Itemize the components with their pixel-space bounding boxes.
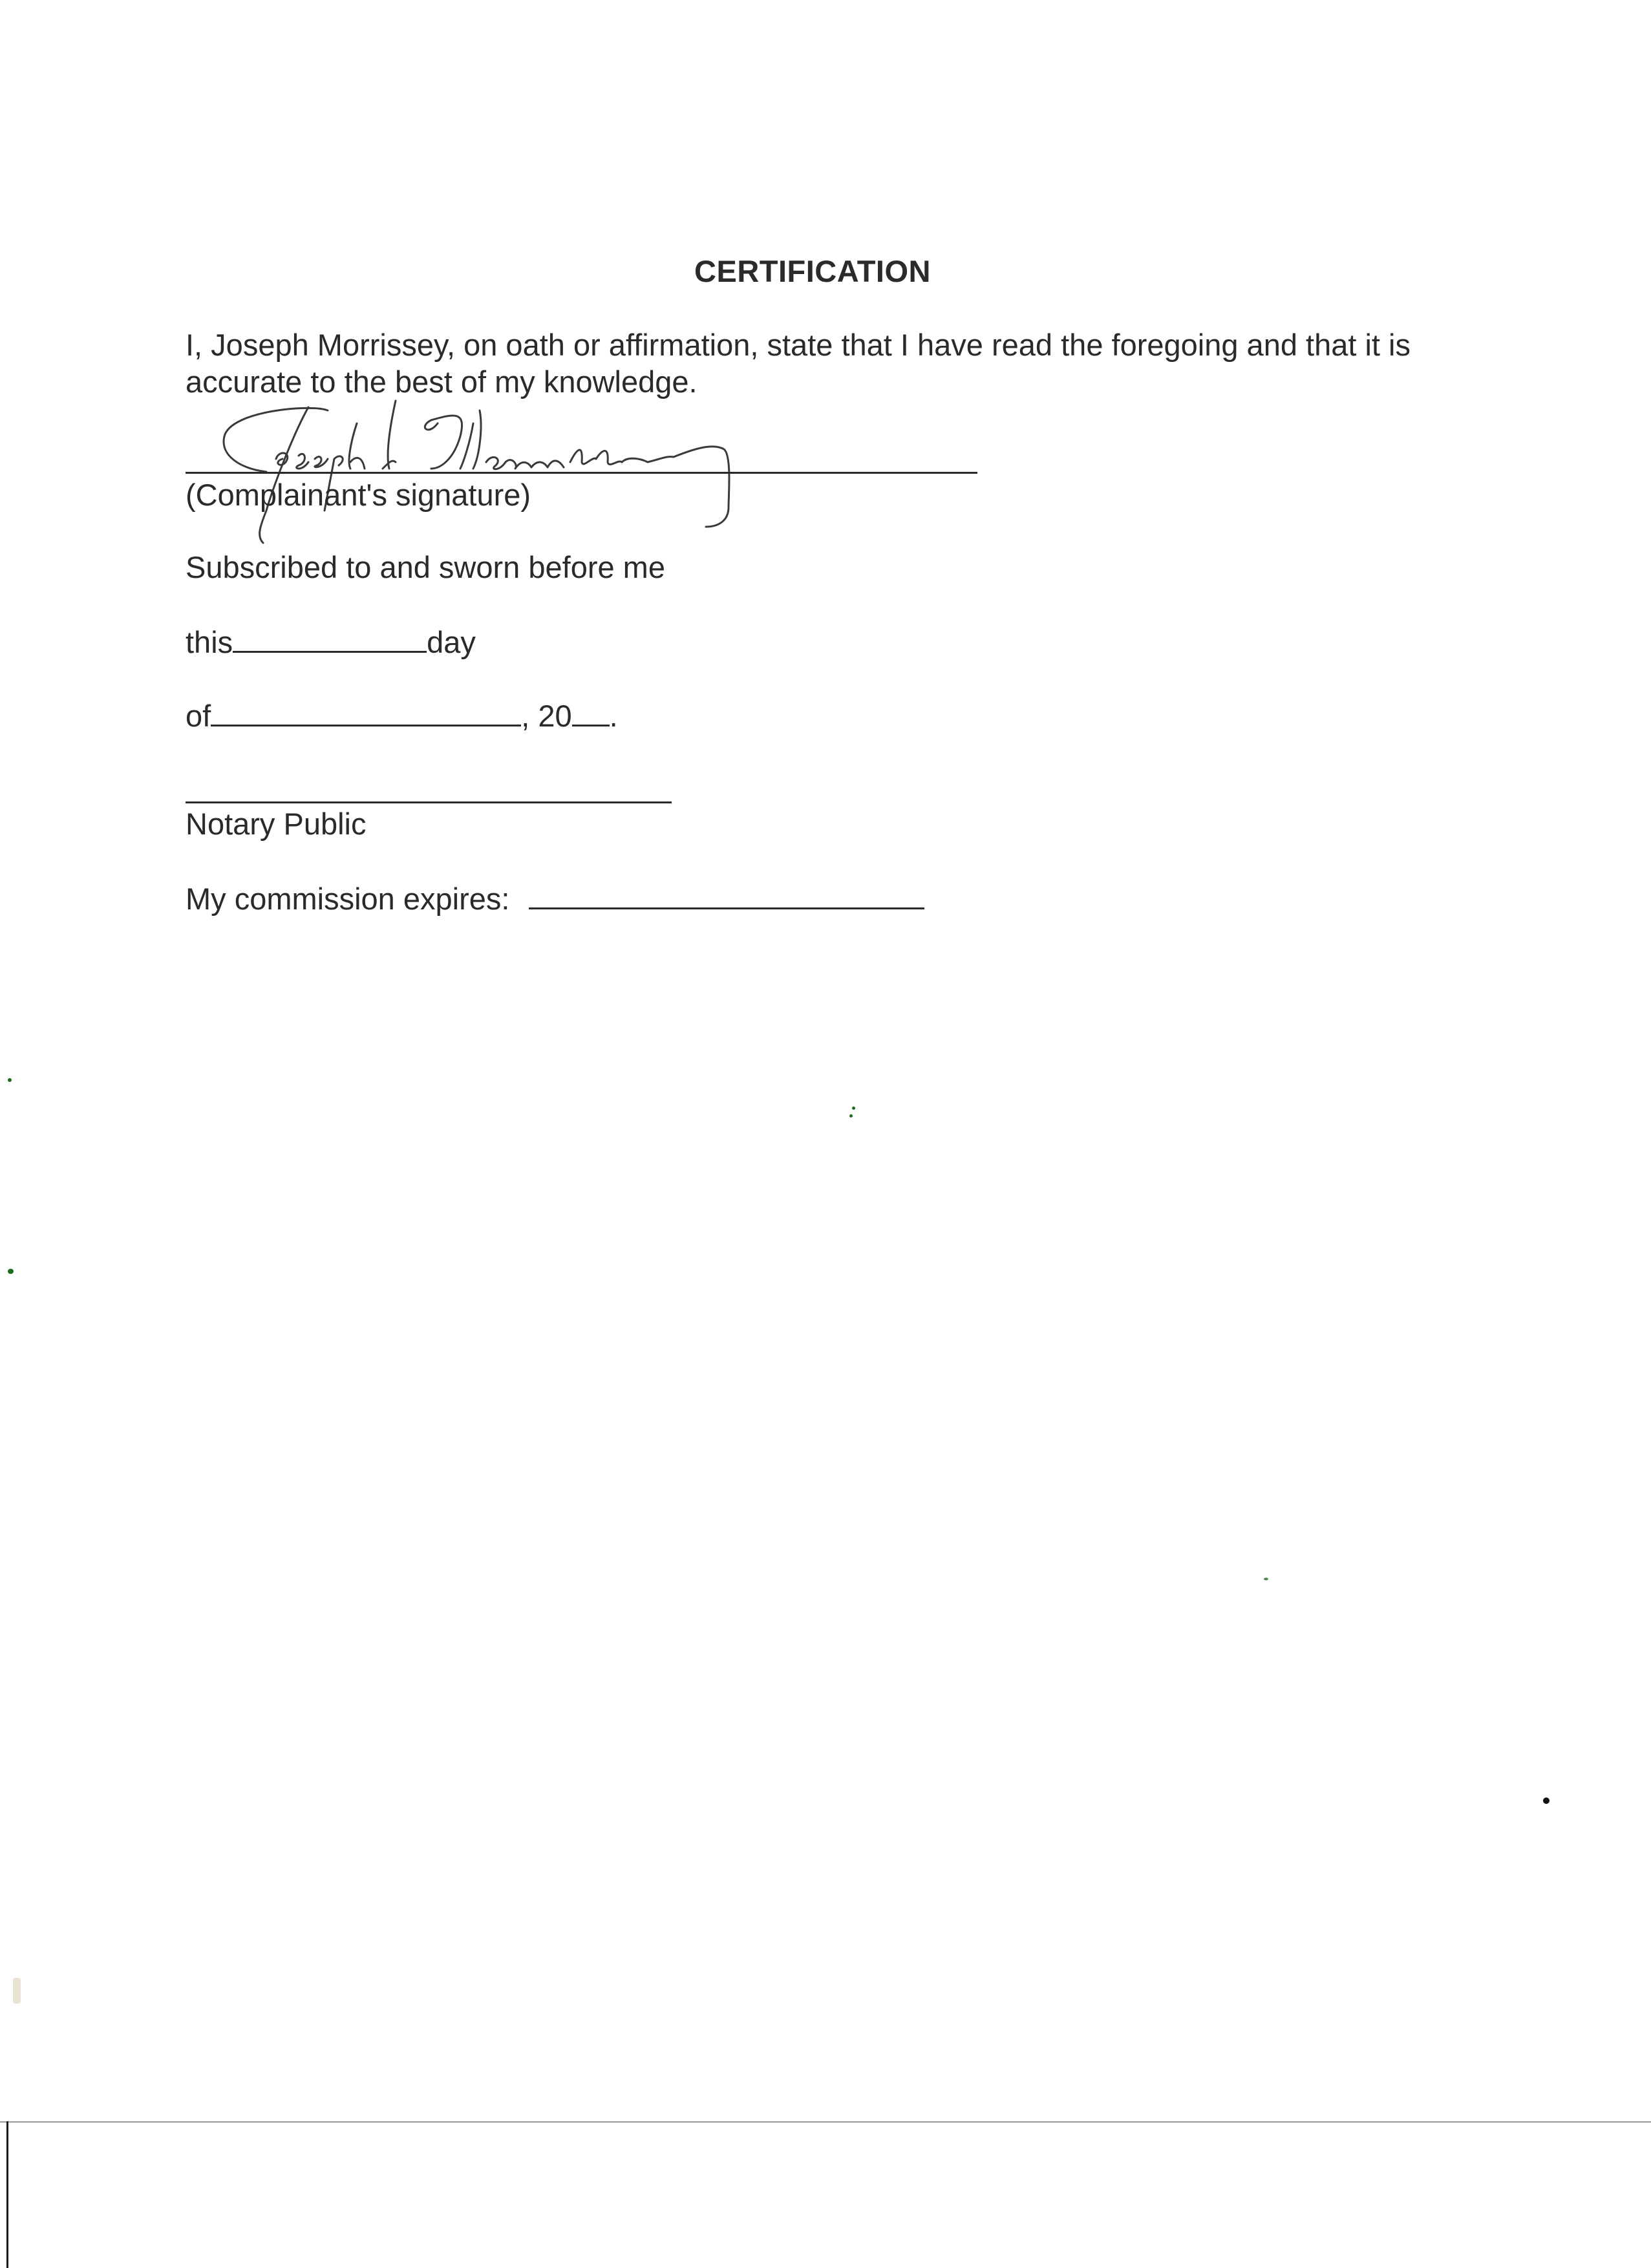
subscribed-text: Subscribed to and sworn before me [186,550,665,584]
signature-block [186,401,981,530]
day-blank-field[interactable] [233,622,427,653]
certification-statement: I, Joseph Morrissey, on oath or affirmation, state that I have read the foregoing and that it is accurate to the best of my knowledge. [186,328,1411,399]
this-label: this [186,625,233,659]
commission-blank-field[interactable] [529,879,924,909]
scan-speck [8,1269,14,1274]
scan-left-edge [6,2121,8,2268]
scan-speck [1264,1578,1268,1580]
scan-speck [852,1107,855,1110]
scan-speck [1543,1797,1550,1804]
day-label: day [427,625,476,659]
signature-line [186,472,977,474]
scan-speck [849,1114,853,1118]
title-text: CERTIFICATION [694,254,931,288]
commission-label: My commission expires: [186,882,510,916]
year-blank-field[interactable] [572,696,610,726]
scan-bottom-edge [0,2121,1651,2123]
scan-speck [8,1078,12,1082]
notary-signature-line [186,801,672,803]
scan-speck [13,1978,21,2004]
notary-label: Notary Public [186,807,367,841]
document-title [0,253,1651,289]
month-blank-field[interactable] [211,696,521,726]
year-prefix: , 20 [521,699,572,733]
year-suffix: . [609,699,618,733]
day-line [186,622,476,660]
month-year-line [186,696,618,734]
signature-caption: (Complainant's signature) [186,478,531,512]
commission-line [186,879,924,917]
of-label: of [186,699,211,733]
